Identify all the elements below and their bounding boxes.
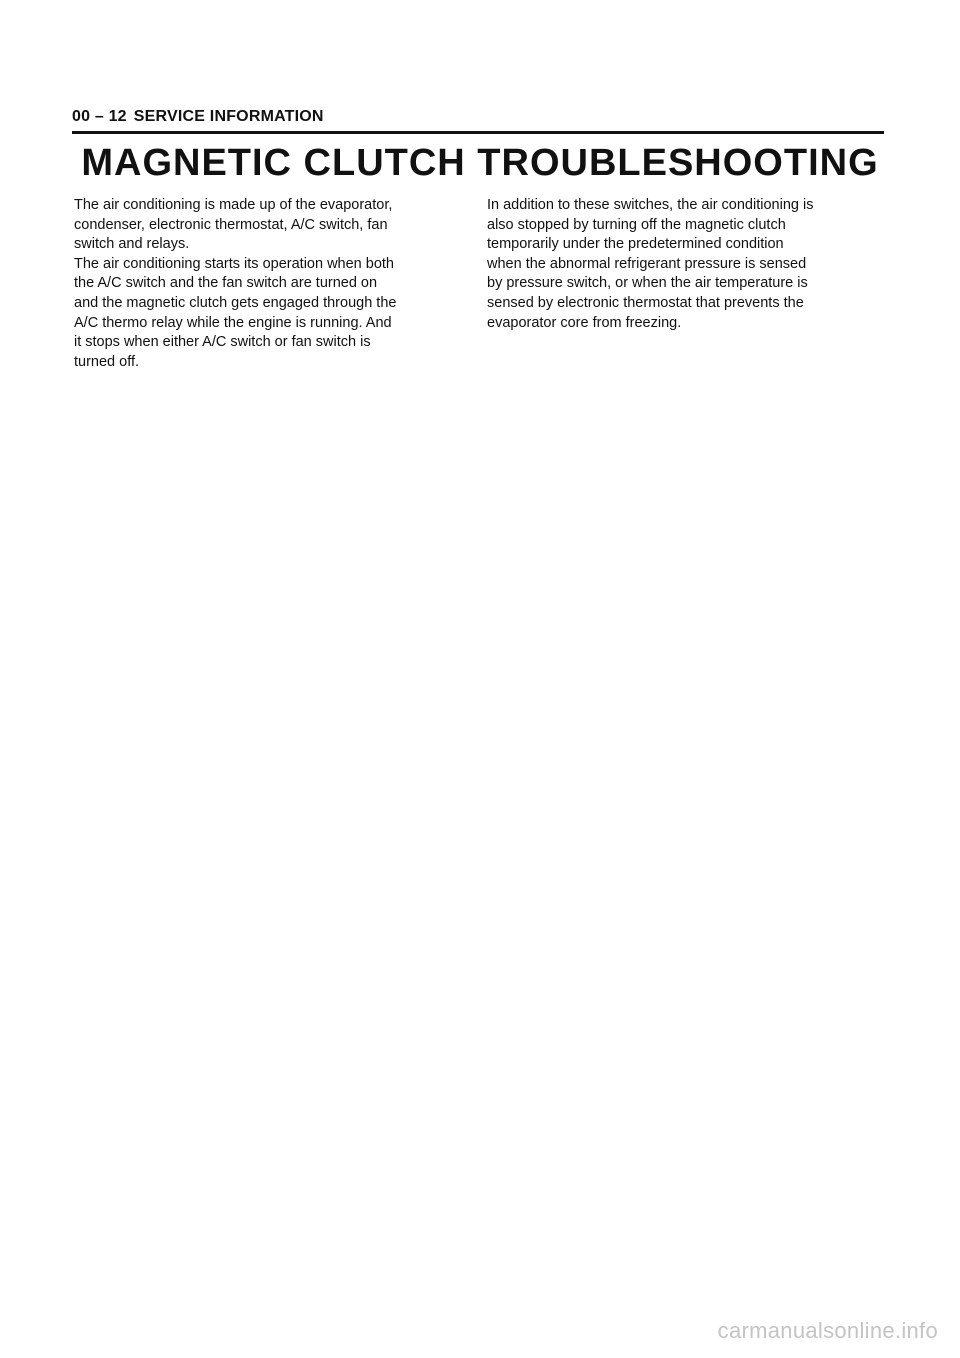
left-text-line: The air conditioning starts its operation when both — [74, 255, 394, 272]
left-text-line: turned off. — [74, 353, 140, 370]
left-text-line: A/C thermo relay while the engine is running. And — [74, 314, 392, 331]
right-text-line: evaporator core from freezing. — [487, 314, 682, 331]
right-text-line: sensed by electronic thermostat that prevents the — [487, 294, 804, 311]
page-title: MAGNETIC CLUTCH TROUBLESHOOTING — [81, 142, 879, 184]
right-text-line: In addition to these switches, the air conditioning is — [487, 197, 814, 213]
left-text-line: condenser, electronic thermostat, A/C switch, fan — [74, 216, 388, 233]
right-text-line: temporarily under the predetermined condition — [487, 236, 784, 253]
right-text-line: when the abnormal refrigerant pressure is sensed — [487, 255, 807, 272]
right-column — [487, 196, 897, 333]
page-header — [72, 107, 884, 134]
left-text-line: The air conditioning is made up of the evaporator, — [74, 197, 393, 213]
header-text — [72, 108, 324, 126]
right-text-line: by pressure switch, or when the air temperature is — [487, 275, 808, 292]
right-text-line: also stopped by turning off the magnetic clutch — [487, 216, 786, 233]
left-text-line: and the magnetic clutch gets engaged through the — [74, 294, 397, 311]
left-text-line: switch and relays. — [74, 236, 190, 253]
page-number: 00 – 12 — [72, 108, 127, 125]
watermark: carmanualsonline.info — [717, 1318, 938, 1343]
left-text-line: the A/C switch and the fan switch are turned on — [74, 275, 378, 292]
left-text-line: it stops when either A/C switch or fan switch is — [74, 334, 371, 351]
left-column — [74, 196, 474, 372]
section-name: SERVICE INFORMATION — [133, 108, 324, 125]
